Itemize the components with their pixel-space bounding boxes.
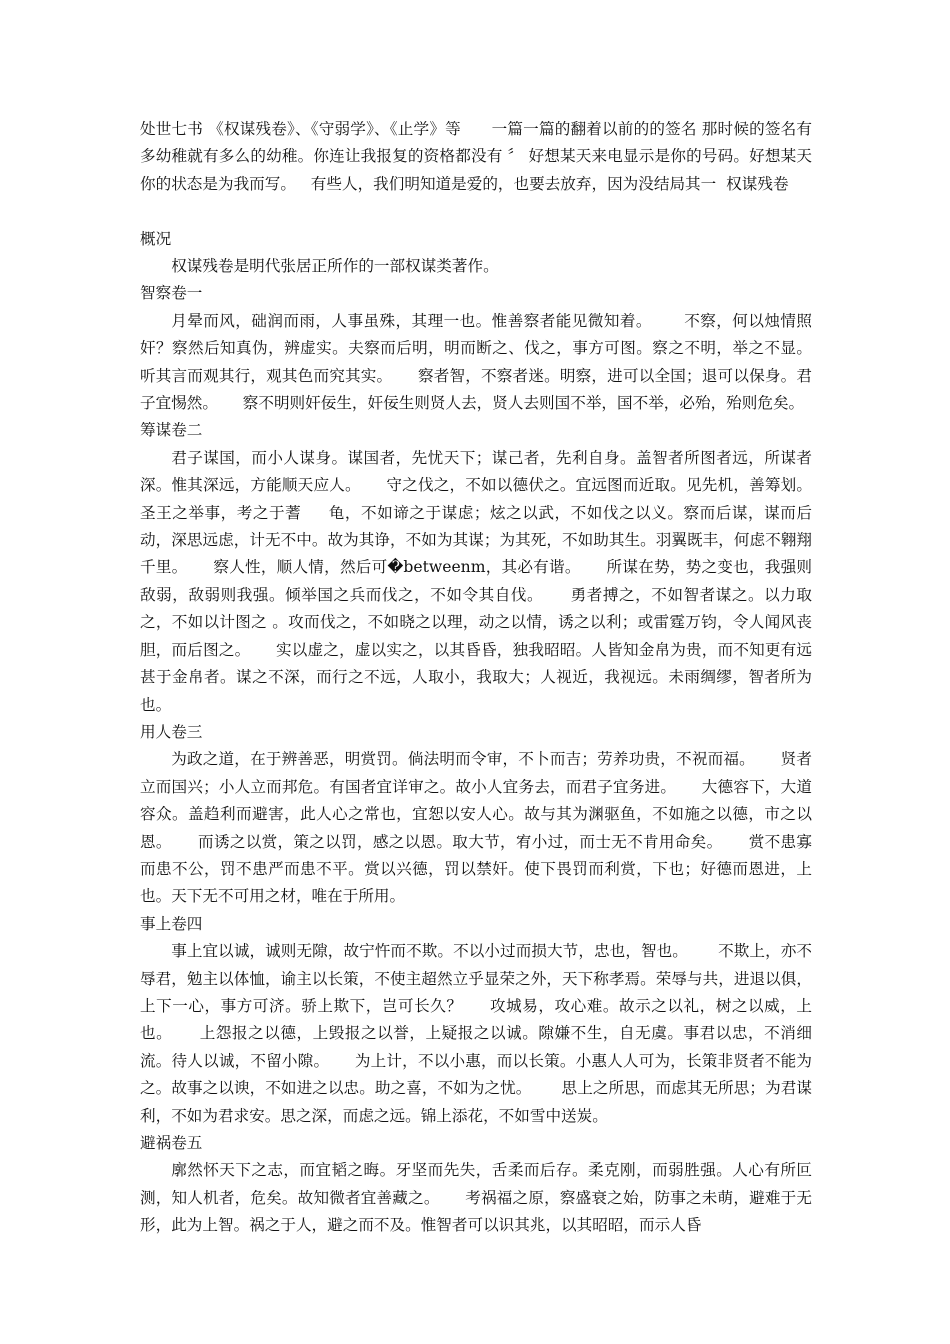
section-paragraph: 月晕而风，础润而雨，人事虽殊，其理一也。惟善察者能见微知着。 不察，何以烛情照奸？察然后知真伪，辨虚实。夫察而后明，明而断之、伐之，事方可图。察之不明，举之不显。 听其言而观其行，观其色而究其实。 察者智，不察者迷。明察，进可以全国；退可以保身。君子宜惕然。 察不明则奸佞生，奸佞生则贤人去，贤人去则国不举，国不举，必殆，殆则危矣。 — [140, 311, 837, 413]
section-paragraph: 为政之道，在于辨善恶，明赏罚。倘法明而令审，不卜而吉；劳养功贵，不祝而福。 贤者立而国兴；小人立而邦危。有国者宜详审之。故小人宜务去，而君子宜务进。 大德容下，大道容众。盖趋利而避害，此人心之常也，宜恕以安人心。故与其为渊驱鱼，不如施之以德，市之以恩。 而诱之以赏，策之以罚，感之以恩。取大节，宥小过，而士无不肯用命矣。 赏不患寡而患不公，罚不患严而患不平。赏以兴德，罚以禁奸。使下畏罚而利赏，下也；好德而恩进，上也。天下无不可用之材，唯在于所用。 — [140, 750, 812, 906]
section-paragraph: 事上宜以诚，诚则无隙，故宁忤而不欺。不以小过而损大节，忠也，智也。 不欺上，亦不辱君，勉主以体恤，谕主以长策，不使主超然立乎显荣之外，天下称孝焉。荣辱与共，进退以俱，上下一心，事方可济。骄上欺下，岂可长久？ 攻城易，攻心难。故示之以礼，树之以威，上也。 上怨报之以德，上毁报之以誉，上疑报之以诚。隙嫌不生，自无虞。事君以忠，不消细流。待人以诚，不留小隙。 为上计，不以小惠，而以长策。小惠人人可为，长策非贤者不能为之。故事之以谀，不如进之以忠。助之喜，不如为之忧。 思上之所思，而虑其无所思；为君谋利，不如为君求安。思之深，而虑之远。锦上添花，不如雪中送炭。 — [140, 942, 812, 1125]
section-heading: 避祸卷五 — [140, 1134, 203, 1153]
section-heading: 事上卷四 — [140, 914, 203, 933]
document-page — [140, 116, 837, 1240]
section-heading: 筹谋卷二 — [140, 421, 203, 440]
section-heading: 用人卷三 — [140, 722, 203, 741]
intro-paragraph: 处世七书 《权谋残卷》、《守弱学》、《止学》等 一篇一篇的翻着以前的的签名 那时候的签名有多幼稚就有多么的幼稚。你连让我报复的资格都没有 〞 好想某天来电显示是你的号码。好想某天你的状态是为我而写。 有些人，我们明知道是爱的，也要去放弃，因为没结局其一 权谋残卷 — [140, 120, 812, 193]
section-heading: 概况 — [140, 229, 172, 248]
section-heading: 智察卷一 — [140, 284, 203, 303]
section-paragraph: 君子谋国，而小人谋身。谋国者，先忧天下；谋己者，先利自身。盖智者所图者远，所谋者深。惟其深远，方能顺天应人。 守之伐之，不如以德伏之。宜远图而近取。见先机，善筹划。 圣王之举事，考之于蓍 龟，不如谛之于谋虑；炫之以武，不如伐之以义。察而后谋，谋而后动，深思远虑，计无不中。故为其诤，不如为其谋；为其死，不如助其生。羽翼既丰，何虑不翱翔千里。 察人性，顺人情，然后可�betweenm，其必有谐。 所谋在势，势之变也，我强则敌弱，敌弱则我强。倾举国之兵而伐之，不如令其自伐。 勇者搏之，不如智者谋之。以力取之，不如以计图之 。攻而伐之，不如晓之以理，动之以情，诱之以利；或雷霆万钧，令人闻风丧胆，而后图之。 实以虚之，虚以实之，以其昏昏，独我昭昭。人皆知金帛为贵，而不知更有远甚于金帛者。谋之不深，而行之不远，人取小，我取大；人视近，我视远。未雨绸缪，智者所为也。 — [140, 448, 837, 714]
section-paragraph: 廓然怀天下之志，而宜韬之晦。牙坚而先失，舌柔而后存。柔克刚，而弱胜强。人心有所叵测，知人机者，危矣。故知微者宜善藏之。 考祸福之原，察盛衰之始，防事之未萌，避难于无形，此为上智。祸之于人，避之而不及。惟智者可以识其兆，以其昭昭，而示人昏 — [140, 1161, 812, 1235]
section-paragraph: 权谋残卷是明代张居正所作的一部权谋类著作。 — [171, 257, 499, 276]
blank-line — [140, 198, 812, 225]
